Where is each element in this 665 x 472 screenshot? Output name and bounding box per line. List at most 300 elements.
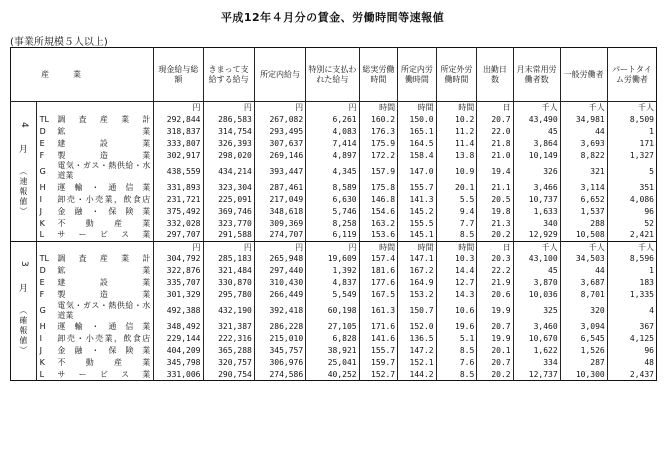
value-cell: 1,392 (306, 265, 359, 277)
industry-name: 卸売・小売業，飲食店 (57, 194, 151, 204)
value-cell: 20.2 (477, 369, 513, 381)
value-cell: 147.2 (398, 345, 437, 357)
industry-code: I (39, 194, 43, 204)
value-cell: 4,897 (306, 149, 359, 161)
value-cell: 3,693 (560, 137, 607, 149)
value-cell: 10,300 (560, 369, 607, 381)
value-cell: 10.9 (436, 161, 477, 181)
value-cell: 14.4 (436, 265, 477, 277)
table-row (11, 125, 657, 137)
value-cell: 21.0 (477, 149, 513, 161)
value-cell: 326 (513, 161, 560, 181)
value-cell: 333,807 (154, 137, 203, 149)
header-part-time: パートタイム労働者 (607, 48, 656, 102)
value-cell: 136.5 (398, 333, 437, 345)
value-cell: 3,864 (513, 137, 560, 149)
value-cell: 13.8 (436, 149, 477, 161)
header-scheduled-hours: 所定内労働時間 (398, 48, 437, 102)
value-cell: 322,876 (154, 265, 203, 277)
value-cell: 1 (607, 265, 656, 277)
value-cell: 7.7 (436, 217, 477, 229)
value-cell: 345,757 (254, 345, 305, 357)
section-unit-char: 月 (18, 284, 28, 295)
value-cell: 8.5 (436, 345, 477, 357)
value-cell: 8,822 (560, 149, 607, 161)
value-cell: 367 (607, 321, 656, 333)
value-cell: 60,198 (306, 301, 359, 321)
unit-cell: 時間 (359, 241, 398, 253)
unit-cell: 時間 (398, 241, 437, 253)
value-cell: 286,583 (203, 113, 254, 125)
value-cell: 6,828 (306, 333, 359, 345)
value-cell: 25,041 (306, 357, 359, 369)
value-cell: 6,261 (306, 113, 359, 125)
value-cell: 5.1 (436, 333, 477, 345)
value-cell: 331,006 (154, 369, 203, 381)
value-cell: 351 (607, 181, 656, 193)
value-cell: 52 (607, 217, 656, 229)
industry-name: 不動産業 (57, 358, 151, 367)
value-cell: 4,083 (306, 125, 359, 137)
value-cell: 2,421 (607, 229, 656, 241)
value-cell: 144.2 (398, 369, 437, 381)
value-cell: 20.3 (477, 253, 513, 265)
industry-code: L (39, 230, 45, 240)
value-cell: 302,917 (154, 149, 203, 161)
value-cell: 11.2 (436, 125, 477, 137)
industry-code: E (39, 138, 45, 148)
table-row (11, 265, 657, 277)
value-cell: 45 (513, 125, 560, 137)
value-cell: 154.6 (359, 205, 398, 217)
value-cell: 285,183 (203, 253, 254, 265)
section-month: 3 (18, 261, 29, 270)
header-special-pay: 特別に支払われた給与 (306, 48, 359, 102)
value-cell: 12,929 (513, 229, 560, 241)
value-cell: 1,526 (560, 345, 607, 357)
value-cell: 5.5 (436, 193, 477, 205)
value-cell: 6,119 (306, 229, 359, 241)
unit-cell: 円 (203, 241, 254, 253)
unit-cell: 円 (254, 102, 305, 114)
value-cell: 287 (560, 357, 607, 369)
value-cell: 292,844 (154, 113, 203, 125)
unit-cell: 千人 (513, 102, 560, 114)
value-cell: 287,461 (254, 181, 305, 193)
value-cell: 34,981 (560, 113, 607, 125)
value-cell: 1,327 (607, 149, 656, 161)
table-row (11, 113, 657, 125)
value-cell: 393,447 (254, 161, 305, 181)
value-cell: 4,086 (607, 193, 656, 205)
value-cell: 147.1 (398, 253, 437, 265)
unit-cell: 時間 (436, 241, 477, 253)
value-cell: 38,921 (306, 345, 359, 357)
value-cell: 6,630 (306, 193, 359, 205)
value-cell: 492,388 (154, 301, 203, 321)
table-row (11, 357, 657, 369)
value-cell: 8,258 (306, 217, 359, 229)
industry-code: G (39, 306, 46, 315)
table-row (11, 301, 657, 321)
header-employees: 月末常用労働者数 (513, 48, 560, 102)
value-cell: 155.5 (398, 217, 437, 229)
value-cell: 365,288 (203, 345, 254, 357)
value-cell: 274,707 (254, 229, 305, 241)
value-cell: 348,618 (254, 205, 305, 217)
unit-cell: 時間 (359, 102, 398, 114)
value-cell: 321 (560, 161, 607, 181)
value-cell: 345,798 (154, 357, 203, 369)
industry-code: I (39, 334, 43, 343)
unit-cell: 円 (203, 102, 254, 114)
section-kind: （速報値） (18, 166, 28, 217)
value-cell: 20.2 (477, 229, 513, 241)
value-cell: 22.2 (477, 265, 513, 277)
unit-cell: 日 (477, 241, 513, 253)
industry-name: サービス業 (57, 230, 151, 240)
value-cell: 1 (607, 125, 656, 137)
value-cell: 141.6 (359, 333, 398, 345)
value-cell: 19.9 (477, 301, 513, 321)
wage-statistics-table (10, 47, 657, 381)
table-row (11, 181, 657, 193)
value-cell: 434,214 (203, 161, 254, 181)
value-cell: 3,114 (560, 181, 607, 193)
value-cell: 314,754 (203, 125, 254, 137)
value-cell: 19,609 (306, 253, 359, 265)
value-cell: 293,495 (254, 125, 305, 137)
value-cell: 325 (513, 301, 560, 321)
value-cell: 27,105 (306, 321, 359, 333)
unit-cell: 円 (306, 241, 359, 253)
industry-code: E (39, 278, 45, 287)
table-row (11, 217, 657, 229)
value-cell: 22.0 (477, 125, 513, 137)
value-cell: 21.3 (477, 217, 513, 229)
unit-cell: 千人 (607, 241, 656, 253)
header-days: 出勤日数 (477, 48, 513, 102)
unit-cell: 時間 (398, 102, 437, 114)
table-body (11, 102, 657, 381)
value-cell: 10.3 (436, 253, 477, 265)
value-cell: 21.8 (477, 137, 513, 149)
table-row (11, 149, 657, 161)
section-label (11, 241, 37, 381)
value-cell: 145.1 (398, 229, 437, 241)
value-cell: 159.7 (359, 357, 398, 369)
value-cell: 215,010 (254, 333, 305, 345)
value-cell: 96 (607, 345, 656, 357)
value-cell: 404,209 (154, 345, 203, 357)
value-cell: 8,596 (607, 253, 656, 265)
value-cell: 19.4 (477, 161, 513, 181)
industry-code: H (39, 322, 46, 331)
table-row (11, 369, 657, 381)
table-row (11, 345, 657, 357)
value-cell: 152.7 (359, 369, 398, 381)
value-cell: 43,490 (513, 113, 560, 125)
value-cell: 331,893 (154, 181, 203, 193)
value-cell: 19.6 (436, 321, 477, 333)
unit-row (11, 102, 657, 114)
value-cell: 43,100 (513, 253, 560, 265)
value-cell: 12.7 (436, 277, 477, 289)
value-cell: 96 (607, 205, 656, 217)
value-cell: 8,701 (560, 289, 607, 301)
value-cell: 326,393 (203, 137, 254, 149)
table-row (11, 253, 657, 265)
value-cell: 9.4 (436, 205, 477, 217)
value-cell: 438,559 (154, 161, 203, 181)
value-cell: 267,082 (254, 113, 305, 125)
value-cell: 11.4 (436, 137, 477, 149)
value-cell: 6,652 (560, 193, 607, 205)
value-cell: 164.5 (398, 137, 437, 149)
value-cell: 306,976 (254, 357, 305, 369)
value-cell: 301,329 (154, 289, 203, 301)
value-cell: 8.5 (436, 229, 477, 241)
industry-name: 卸売・小売業，飲食店 (57, 334, 151, 343)
value-cell: 20.1 (436, 181, 477, 193)
value-cell: 146.8 (359, 193, 398, 205)
industry-name: 調査産業計 (57, 114, 151, 124)
value-cell: 432,190 (203, 301, 254, 321)
value-cell: 183 (607, 277, 656, 289)
value-cell: 288 (560, 217, 607, 229)
value-cell: 231,721 (154, 193, 203, 205)
section-kind: （確報値） (18, 306, 28, 357)
value-cell: 20.6 (477, 289, 513, 301)
industry-code: F (39, 290, 45, 299)
value-cell: 10.6 (436, 301, 477, 321)
industry-code: J (39, 206, 43, 216)
value-cell: 290,754 (203, 369, 254, 381)
value-cell: 163.2 (359, 217, 398, 229)
industry-code: TL (39, 254, 49, 263)
page-title: 平成12年４月分の賃金、労働時間等速報値 (220, 11, 445, 24)
header-total-hours: 総実労働時間 (359, 48, 398, 102)
value-cell: 4,837 (306, 277, 359, 289)
value-cell: 1,537 (560, 205, 607, 217)
unit-cell: 千人 (560, 102, 607, 114)
value-cell: 5 (607, 161, 656, 181)
value-cell: 297,440 (254, 265, 305, 277)
header-overtime-hours: 所定外労働時間 (436, 48, 477, 102)
value-cell: 164.9 (398, 277, 437, 289)
value-cell: 171.6 (359, 321, 398, 333)
header-scheduled-pay: 所定内給与 (254, 48, 305, 102)
header-industry: 産 業 (11, 48, 154, 102)
unit-cell: 円 (254, 241, 305, 253)
value-cell: 12,737 (513, 369, 560, 381)
unit-cell: 時間 (436, 102, 477, 114)
value-cell: 20.7 (477, 357, 513, 369)
value-cell: 21.1 (477, 181, 513, 193)
value-cell: 155.7 (398, 181, 437, 193)
industry-name: 電気・ガス・熱供給・水道業 (57, 161, 151, 180)
value-cell: 3,466 (513, 181, 560, 193)
value-cell: 19.8 (477, 205, 513, 217)
value-cell: 320,757 (203, 357, 254, 369)
value-cell: 323,304 (203, 181, 254, 193)
value-cell: 295,780 (203, 289, 254, 301)
value-cell: 229,144 (154, 333, 203, 345)
value-cell: 14.3 (436, 289, 477, 301)
value-cell: 21.9 (477, 277, 513, 289)
value-cell: 298,020 (203, 149, 254, 161)
table-row (11, 321, 657, 333)
value-cell: 318,837 (154, 125, 203, 137)
value-cell: 265,948 (254, 253, 305, 265)
table-row (11, 289, 657, 301)
header-general: 一般労働者 (560, 48, 607, 102)
value-cell: 157.4 (359, 253, 398, 265)
industry-name: 製造業 (57, 150, 151, 160)
value-cell: 274,586 (254, 369, 305, 381)
value-cell: 141.3 (398, 193, 437, 205)
value-cell: 6,545 (560, 333, 607, 345)
value-cell: 155.7 (359, 345, 398, 357)
value-cell: 332,028 (154, 217, 203, 229)
value-cell: 269,146 (254, 149, 305, 161)
value-cell: 321,387 (203, 321, 254, 333)
value-cell: 335,707 (154, 277, 203, 289)
value-cell: 222,316 (203, 333, 254, 345)
value-cell: 152.0 (398, 321, 437, 333)
table-row (11, 161, 657, 181)
value-cell: 8,509 (607, 113, 656, 125)
value-cell: 150.7 (398, 301, 437, 321)
value-cell: 4,345 (306, 161, 359, 181)
industry-code: H (39, 182, 46, 192)
value-cell: 3,687 (560, 277, 607, 289)
table-row (11, 333, 657, 345)
value-cell: 153.2 (398, 289, 437, 301)
value-cell: 147.0 (398, 161, 437, 181)
industry-name: 建設業 (57, 138, 151, 148)
unit-cell: 千人 (513, 241, 560, 253)
value-cell: 44 (560, 265, 607, 277)
value-cell: 176.3 (359, 125, 398, 137)
value-cell: 10.2 (436, 113, 477, 125)
value-cell: 304,792 (154, 253, 203, 265)
industry-code: D (39, 266, 46, 275)
value-cell: 20.1 (477, 345, 513, 357)
value-cell: 10,670 (513, 333, 560, 345)
value-cell: 20.7 (477, 113, 513, 125)
value-cell: 10,737 (513, 193, 560, 205)
industry-name: 調査産業計 (57, 254, 151, 263)
value-cell: 10,508 (560, 229, 607, 241)
value-cell: 175.8 (359, 181, 398, 193)
industry-code: F (39, 150, 45, 160)
value-cell: 40,252 (306, 369, 359, 381)
unit-cell: 円 (306, 102, 359, 114)
industry-name: 金融・保険業 (57, 346, 151, 355)
unit-cell: 千人 (560, 241, 607, 253)
value-cell: 4,125 (607, 333, 656, 345)
value-cell: 158.4 (398, 149, 437, 161)
industry-name: 運輸・通信業 (57, 322, 151, 331)
industry-code: G (39, 166, 46, 176)
industry-name: 電気・ガス・熱供給・水道業 (57, 300, 151, 320)
value-cell: 165.1 (398, 125, 437, 137)
table-row (11, 193, 657, 205)
value-cell: 8.5 (436, 369, 477, 381)
value-cell: 392,418 (254, 301, 305, 321)
value-cell: 171 (607, 137, 656, 149)
value-cell: 7,414 (306, 137, 359, 149)
value-cell: 167.5 (359, 289, 398, 301)
value-cell: 1,633 (513, 205, 560, 217)
industry-code: L (39, 369, 45, 379)
industry-name: サービス業 (57, 369, 151, 379)
value-cell: 1,622 (513, 345, 560, 357)
value-cell: 334 (513, 357, 560, 369)
value-cell: 330,870 (203, 277, 254, 289)
value-cell: 297,707 (154, 229, 203, 241)
value-cell: 1,335 (607, 289, 656, 301)
value-cell: 3,870 (513, 277, 560, 289)
unit-cell: 円 (154, 241, 203, 253)
section-label (11, 102, 37, 242)
value-cell: 286,228 (254, 321, 305, 333)
industry-name: 運輸・通信業 (57, 182, 151, 192)
industry-name: 建設業 (57, 278, 151, 287)
value-cell: 161.3 (359, 301, 398, 321)
value-cell: 10,149 (513, 149, 560, 161)
value-cell: 34,503 (560, 253, 607, 265)
unit-cell: 円 (154, 102, 203, 114)
industry-name: 製造業 (57, 290, 151, 299)
value-cell: 348,492 (154, 321, 203, 333)
industry-code: D (39, 126, 46, 136)
value-cell: 20.7 (477, 321, 513, 333)
value-cell: 266,449 (254, 289, 305, 301)
value-cell: 5,746 (306, 205, 359, 217)
table-row (11, 229, 657, 241)
value-cell: 320 (560, 301, 607, 321)
value-cell: 4 (607, 301, 656, 321)
value-cell: 175.9 (359, 137, 398, 149)
value-cell: 310,430 (254, 277, 305, 289)
table-row (11, 277, 657, 289)
value-cell: 177.6 (359, 277, 398, 289)
scope-note: (事業所規模５人以上) (10, 37, 108, 48)
value-cell: 44 (560, 125, 607, 137)
unit-cell: 千人 (607, 102, 656, 114)
header-total-cash: 現金給与総額 (154, 48, 203, 102)
value-cell: 152.1 (398, 357, 437, 369)
value-cell: 8,589 (306, 181, 359, 193)
value-cell: 375,492 (154, 205, 203, 217)
value-cell: 323,770 (203, 217, 254, 229)
industry-code: TL (39, 114, 49, 124)
value-cell: 167.2 (398, 265, 437, 277)
value-cell: 2,437 (607, 369, 656, 381)
industry-name: 不動産業 (57, 218, 151, 228)
value-cell: 307,637 (254, 137, 305, 149)
value-cell: 150.0 (398, 113, 437, 125)
value-cell: 20.5 (477, 193, 513, 205)
value-cell: 153.6 (359, 229, 398, 241)
value-cell: 217,049 (254, 193, 305, 205)
value-cell: 369,746 (203, 205, 254, 217)
industry-name: 鉱業 (57, 126, 151, 136)
industry-code: J (39, 346, 43, 355)
industry-code: K (39, 218, 45, 228)
